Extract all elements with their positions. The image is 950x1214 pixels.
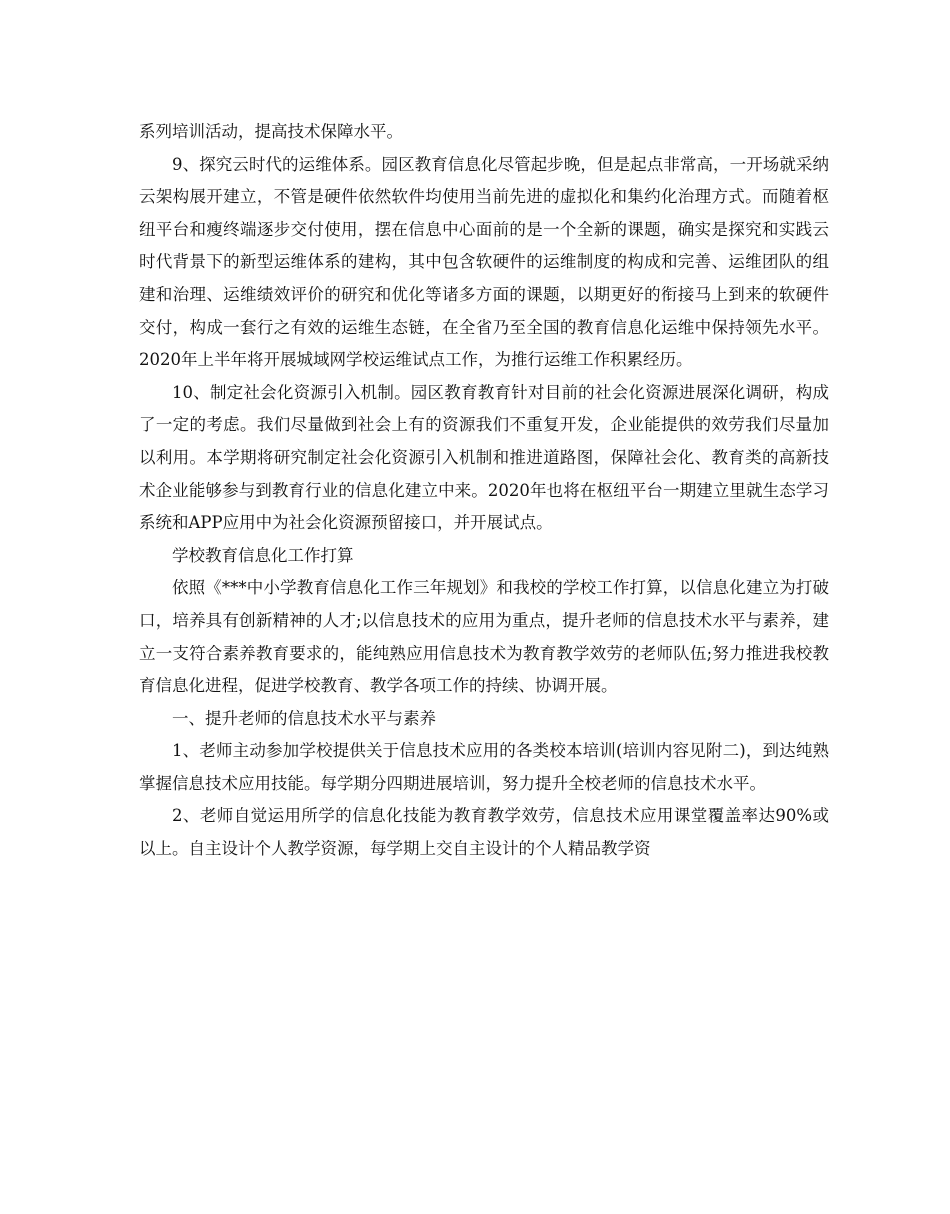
section-heading-plan: 学校教育信息化工作打算 bbox=[172, 545, 354, 565]
paragraph-item-9: 9、探究云时代的运维体系。园区教育信息化尽管起步晚，但是起点非常高，一开场就采纳云架构展开建立，不管是硬件依然软件均使用当前先进的虚拟化和集约化治理方式。而随着枢纽平台和瘦终端逐步交付使用，摆在信息中心面前的是一个全新的课题，确实是探究和实践云时代背景下的新型运维体系的建构，其中包含软硬件的运维制度的构成和完善、运维团队的组建和治理、运维绩效评价的研究和优化等诸多方面的课题，以期更好的衔接马上到来的软硬件交付，构成一套行之有效的运维生态链，在全省乃至全国的教育信息化运维中保持领先水平。2020年上半年将开展城域网学校运维试点工作，为推行运维工作积累经历。 bbox=[139, 154, 829, 370]
paragraph-item-1: 1、老师主动参加学校提供关于信息技术应用的各类校本培训(培训内容见附二)，到达纯熟掌握信息技术应用技能。每学期分四期进展培训，努力提升全校老师的信息技术水平。 bbox=[139, 741, 829, 793]
document-page bbox=[139, 0, 829, 1214]
section-heading-one: 一、提升老师的信息技术水平与素养 bbox=[172, 708, 436, 728]
paragraph-item-2: 2、老师自觉运用所学的信息化技能为教育教学效劳，信息技术应用课堂覆盖率达90%或以上。自主设计个人教学资源，每学期上交自主设计的个人精品教学资 bbox=[139, 806, 829, 859]
paragraph-item-10: 10、制定社会化资源引入机制。园区教育教育针对目前的社会化资源进展深化调研，构成了一定的考虑。我们尽量做到社会上有的资源我们不重复开发，企业能提供的效劳我们尽量加以利用。本学期将研究制定社会化资源引入机制和推进道路图，保障社会化、教育类的高新技术企业能够参与到教育行业的信息化建立中来。2020年也将在枢纽平台一期建立里就生态学习系统和APP应用中为社会化资源预留接口，并开展试点。 bbox=[139, 382, 829, 533]
paragraph-continuation: 系列培训活动，提高技术保障水平。 bbox=[139, 122, 403, 141]
paragraph-intro: 依照《***中小学教育信息化工作三年规划》和我校的学校工作打算，以信息化建立为打破口，培养具有创新精神的人才;以信息技术的应用为重点，提升老师的信息技术水平与素养，建立一支符合素养教育要求的，能纯熟应用信息技术为教育教学效劳的老师队伍;努力推进我校教育信息化进程，促进学校教育、教学各项工作的持续、协调开展。 bbox=[139, 578, 829, 696]
